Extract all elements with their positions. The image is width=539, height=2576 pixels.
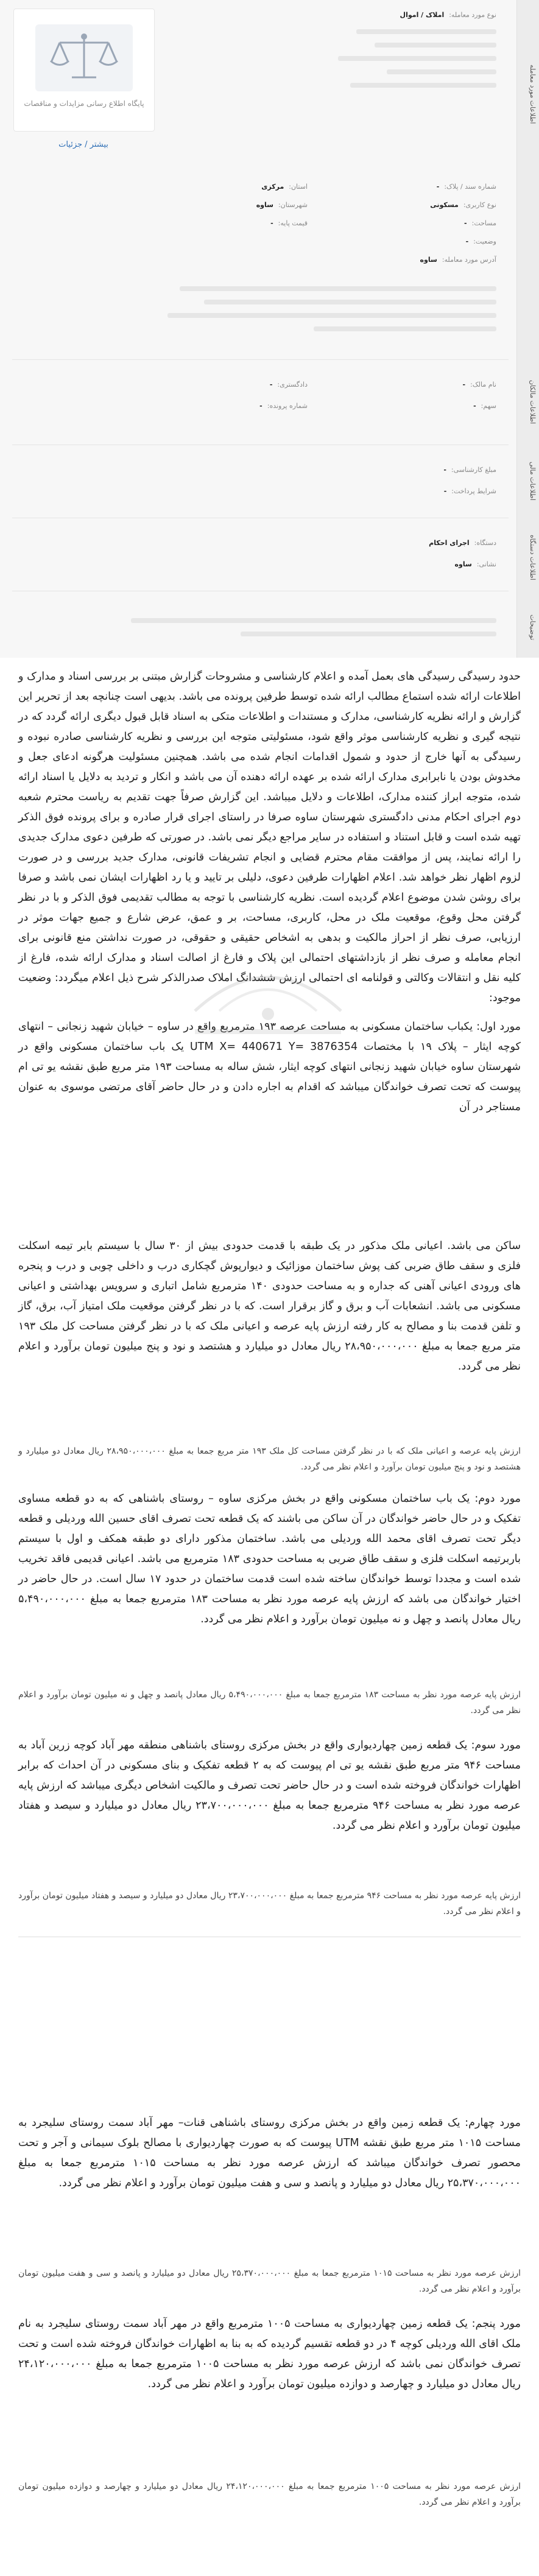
field-share: [473, 402, 496, 410]
field-label: وضعیت:: [473, 238, 496, 245]
field-base-price: [270, 219, 308, 227]
field-value: -: [464, 219, 467, 227]
field-label: قیمت پایه:: [278, 219, 308, 227]
field-value: -: [443, 487, 447, 495]
placeholder-line: [375, 43, 496, 48]
field-label: نوع کاربری:: [463, 201, 496, 209]
field-value: -: [465, 238, 469, 245]
notice-paragraph-item-4: مورد چهارم: یک قطعه زمین واقع در بخش مرکزی روستای باشناهی قنات– مهر آباد سمت روستای سلیجرد به مساحت ۱۰۱۵ متر مربع طبق نقشه UTM پیوست که به صورت چهاردیواری با مصالح بلوک سیمانی و آجر و تحت محصور تصرف خواندگان میباشد که ارزش عرصه مورد نظر به مساحت ۱۰۱۵ مترمربع جمعا به مبلغ ۲۵،۳۷۰،۰۰۰،۰۰۰ ریال معادل دو میلیارد و پانصد و سی و هفت میلیون تومان برآورد و اعلام نظر می گردد.: [18, 2117, 521, 2189]
section-item-details: [12, 0, 509, 360]
notice-paragraph-item-1: مورد اول: یکباب ساختمان مسکونی به مساحت عرصه ۱۹۳ مترمربع واقع در ساوه – خیابان شهید زنجانی – انتهای کوچه ایثار – پلاک ۱۹ با مختصات UTM X= 440671 Y= 3876354 یک باب ساختمان مسکونی واقع در شهرستان ساوه خیابان شهید زنجانی انتهای کوچه ایثار، شش ساله به مساحت ۱۹۳ متر مربع طبق نقشه یو تی ام پیوست که تحت تصرف خواندگان میباشد که اقدام به اجاره دادن و در حال حاضر آقای مرتضی موسوی به عنوان مستاجر در آن: [18, 1021, 521, 1113]
placeholder-line: [167, 313, 496, 318]
field-appraisal: [443, 466, 496, 474]
field-label: شماره پرونده:: [267, 402, 308, 410]
field-court: [270, 381, 308, 389]
tab-agency[interactable]: اطلاعات دستگاه: [529, 534, 537, 580]
section-financial: [12, 451, 509, 518]
field-usage: [430, 201, 496, 209]
detail-link[interactable]: بیشتر / جزئیات: [58, 140, 108, 149]
field-label: شرایط پرداخت:: [451, 487, 496, 495]
watermark-logo-icon: [158, 938, 378, 1066]
field-label: شماره سند / پلاک:: [444, 183, 496, 191]
field-payment-terms: [444, 487, 496, 495]
field-label: مساحت:: [471, 219, 496, 227]
notice-summary-item-2: ارزش پایه عرصه مورد نظر به مساحت ۱۸۳ مترمربع جمعا به مبلغ ۵،۴۹۰،۰۰۰،۰۰۰ ریال معادل پانصد و چهل و نه میلیون تومان برآورد و اعلام نظر می گردد.: [18, 1690, 521, 1716]
field-label: نشانی:: [476, 560, 496, 568]
logo-caption: پایگاه اطلاع رسانی مزایدات و مناقصات: [24, 99, 144, 108]
notice-paragraph-item-3: مورد سوم: یک قطعه زمین چهاردیواری واقع در بخش مرکزی روستای باشناهی منطقه مهر آباد کوچه زرین آباد به مساحت ۹۴۶ متر مربع طبق نقشه یو تی ام پیوست که به ۲ قطعه تفکیک و بنای مسکونی در آن احداث که برابر اظهارات خواندگان فروخته شده است و در حال حاضر تحت تصرف و مالکیت اشخاص دیگری میباشد که ارزش پایه عرصه مورد نظر به مساحت ۹۴۶ مترمربع جمعا به مبلغ ۲۳،۷۰۰،۰۰۰،۰۰۰ ریال معادل دو میلیارد و سیصد و هفتاد میلیون تومان برآورد و اعلام نظر می گردد.: [18, 1739, 521, 1832]
field-case-number: [259, 402, 308, 410]
side-tabs: [516, 0, 539, 658]
placeholder-line: [356, 29, 496, 34]
field-label: دستگاه:: [474, 539, 496, 547]
notice-summary-item-1: ارزش پایه عرصه و اعیانی ملک که با در نظر گرفتن مساحت کل ملک ۱۹۳ متر مربع جمعا به مبلغ ۲۸،۹۵۰،۰۰۰،۰۰۰ ریال معادل دو میلیارد و هشتصد و نود و پنج میلیون تومان برآورد و اعلام نظر می گردد.: [18, 1446, 521, 1472]
field-value: -: [443, 466, 446, 474]
section-description: [12, 600, 509, 655]
field-value: ساوه: [420, 256, 437, 264]
section-agency: [12, 524, 509, 591]
placeholder-line: [314, 326, 496, 331]
field-address: [420, 256, 496, 264]
field-label: آدرس مورد معامله:: [442, 256, 496, 264]
placeholder-line: [131, 618, 496, 623]
placeholder-line: [241, 632, 496, 636]
field-value: ساوه: [256, 201, 273, 209]
notice-paragraph-item-1-continued: ساکن می باشد. اعیانی ملک مذکور در یک طبقه با قدمت حدودی بیش از ۳۰ سال با سیستم بابر تیمه اسکلت فلزی و سقف طاق ضربی کف پوش ساختمان موزائیک و دیوارپوش گچکاری درب و داخلی چوبی و درب و پنجره های ورودی اعیانی آهنی که جداره و به مساحت حدودی ۱۴۰ مترمربع شامل اتباری و سرویس بهداشتی و اعیانی مسکونی می باشد. انشعابات آب و برق و گاز برقرار است. که با در نظر گرفتن موقعیت ملک امتیاز آب، برق، گاز و تلفن قدمت بنا و مصالح به کار رفته ارزش پایه عرصه و اعیانی ملک که با در نظر گرفتن مساحت کل ملک ۱۹۳ متر مربع جمعا به مبلغ ۲۸،۹۵۰،۰۰۰،۰۰۰ ریال معادل دو میلیارد و هشتصد و نود و پنج میلیون تومان برآورد و اعلام نظر می گردد.: [18, 1240, 521, 1373]
section-owners: [12, 365, 509, 445]
field-agency: [429, 539, 496, 547]
field-label: نام مالک:: [470, 381, 496, 389]
field-value: -: [473, 402, 476, 410]
tab-owners[interactable]: اطلاعات مالکان: [529, 379, 537, 424]
field-label: مبلغ کارشناسی:: [451, 466, 496, 474]
details-card: [0, 0, 539, 658]
notice-paragraph-item-2: مورد دوم: یک باب ساختمان مسکونی واقع در بخش مرکزی ساوه – روستای باشناهی که به دو قطعه مساوی تفکیک و در حال حاضر خواندگان در آن ساکن می باشند که یک قطعه تحت تصرف اقای حسین الله وردیلی و قطعه دیگر تحت تصرف اقای محمد الله وردیلی می باشد. ساختمان مذکور دارای دو طبقه همکف و اول با سیستم باربرتیمه اسکلت فلزی و سقف طاق ضربی به مساحت حدودی ۱۸۳ مترمربع می باشد. اعیانی قدیمی فاقد تخریب شده است و مجددا توسط خواندگان ساخته شده است قدمت ساختمان در حدود ۱۷ سال است. در حال حاضر در اختیار خواندگان می باشد که ارزش پایه عرصه مورد نظر به مساحت ۱۸۳ مترمربع جمعا به مبلغ ۵،۴۹۰،۰۰۰،۰۰۰ ریال معادل پانصد و چهل و نه میلیون تومان برآورد و اعلام نظر می گردد.: [18, 1493, 521, 1625]
notice-summary-item-3: ارزش پایه عرصه مورد نظر به مساحت ۹۴۶ مترمربع جمعا به مبلغ ۲۳،۷۰۰،۰۰۰،۰۰۰ ریال معادل دو میلیارد و سیصد و هفتاد میلیون تومان برآورد و اعلام نظر می گردد.: [18, 1891, 521, 1916]
field-value: -: [270, 219, 273, 227]
field-label: شهرستان:: [278, 201, 308, 209]
field-province: [261, 183, 308, 191]
field-status: [466, 238, 496, 245]
field-agency-address: [455, 560, 496, 568]
field-owner-name: [463, 381, 496, 389]
notice-paragraph-item-5: مورد پنجم: یک قطعه زمین چهاردیواری به مساحت ۱۰۰۵ مترمربع واقع در مهر آباد سمت روستای سلیجرد به نام ملک اقای الله وردیلی کوچه ۴ در دو قطعه تقسیم گردیده که به بنا به اظهارات خواندگان فروخته شده است و تحت تصرف خواندگان نمی باشد که ارزش عرصه مورد نظر به مساحت ۱۰۰۵ مترمربع جمعا به مبلغ ۲۴،۱۲۰،۰۰۰،۰۰۰ ریال معادل دو میلیارد و چهارصد و دوازده میلیون تومان برآورد و اعلام نظر می گردد.: [18, 2318, 521, 2390]
field-value: مسکونی: [430, 201, 459, 209]
field-label: استان:: [289, 183, 308, 191]
field-value: -: [436, 183, 440, 191]
field-label: دادگستری:: [277, 381, 308, 389]
field-value: املاک / اموال: [400, 11, 445, 19]
placeholder-line: [204, 300, 496, 304]
notice-summary-item-5: ارزش عرصه مورد نظر به مساحت ۱۰۰۵ مترمربع جمعا به مبلغ ۲۴،۱۲۰،۰۰۰،۰۰۰ ریال معادل دو میلیارد و چهارصد و دوازده میلیون تومان برآورد و اعلام نظر می گردد.: [18, 2482, 521, 2507]
placeholder-line: [180, 286, 496, 291]
field-area: [464, 219, 496, 227]
tab-description[interactable]: توضیحات: [529, 614, 537, 641]
field-plate: [437, 183, 496, 191]
field-value: ساوه: [454, 560, 472, 568]
placeholder-line: [387, 69, 496, 74]
tab-item-details[interactable]: اطلاعات مورد معامله: [529, 65, 537, 124]
field-value: -: [269, 381, 273, 389]
field-item-type: [400, 11, 496, 19]
tab-financial[interactable]: اطلاعات مالی: [529, 462, 537, 501]
notice-paragraph-intro: حدود رسیدگی رسیدگی های بعمل آمده و اعلام کارشناسی و مشروحات گزارش مبتنی بر بررسی اسناد و مدارک و اطلاعات ارائه شده استماع مطالب ارائه شده توسط طرفین پرونده می باشد. بدیهی است چنانچه بعد از تحریر این گزارش و ارائه نظریه کارشناسی، مدارک و مستندات و اطلاعات متکی به اسناد قابل قبول دیگری ارائه گردد که در نتیجه گیری و نظریه کارشناسی موثر واقع شود، مسئولیتی متوجه این بررسی و نظریه کارشناسی صادره نبوده و رسیدگی به آنها خارج از حدود و شمول اقدامات انجام شده می باشد. همچنین مسئولیت هرگونه ادعای جعل و مخدوش بودن یا نابرابری مدارک ارائه شده بر عهده ارائه دهنده آن می باشد و انکار و تردید به دلایل یا اسناد ارائه شده، متوجه ابراز کننده مدارک، اطلاعات و دلایل میباشد. این گزارش صرفاً جهت تقدیم به ریاست محترم شعبه دوم اجرای احکام مدنی دادگستری شهرستان ساوه صرفا در راستای اجرای قرار صادره و برای پرونده فوق الذکر تهیه شده است و قابل استناد و استفاده در سایر مراجع دیگر نمی باشد. در صورتی که طرفین دعوی مدارک جدیدی را ارائه نمایند، پس از موافقت مقام محترم قضایی و انجام تشریفات قانونی، مدارک جدید بررسی و در صورت لزوم اظهار نظر خواهد شد. اعلام اظهارات طرفین دعوی، دلیلی بر تایید و یا رد اظهارات ایشان نمی باشد و صرفا برای روشن شدن موضوع اعلام گردیده است. نظریه کارشناسی با توجه به مطالب تقدیمی فوق الذکر و با در نظر گرفتن محل وقوع، موقعیت ملک در محل، کاربری، مساحت، بر و عمق، عرض شارع و جمیع جهات موثر در ارزیابی، صرف نظر از احراز مالکیت و بدهی به اشخاص حقیقی و حقوقی، در صورت نداشتن منع قانونی برای انجام معامله و صرف نظر از بازداشتهای احتمالی این پلاک و فارغ از اصالت اسناد و مدارک ارائه شده، فارغ از کلیه نقل و انتقالات وکالتی و قولنامه ای احتمالی ارزش ششدانگ املاک صدرالذکر شرح ذیل اعلام میگردد: وضعیت موجود:: [18, 670, 521, 1004]
field-label: نوع مورد معامله:: [449, 11, 496, 19]
field-value: مرکزی: [261, 183, 284, 191]
placeholder-line: [338, 56, 496, 61]
field-city: [256, 201, 308, 209]
placeholder-line: [350, 83, 496, 88]
notice-summary-item-4: ارزش عرصه مورد نظر به مساحت ۱۰۱۵ مترمربع جمعا به مبلغ ۲۵،۳۷۰،۰۰۰،۰۰۰ ریال معادل دو میلیارد و پانصد و سی و هفت میلیون تومان برآورد و اعلام نظر می گردد.: [18, 2268, 521, 2294]
field-value: -: [462, 381, 466, 389]
field-label: سهم:: [481, 402, 496, 410]
field-value: -: [259, 402, 262, 410]
field-value: اجرای احکام: [429, 539, 470, 547]
